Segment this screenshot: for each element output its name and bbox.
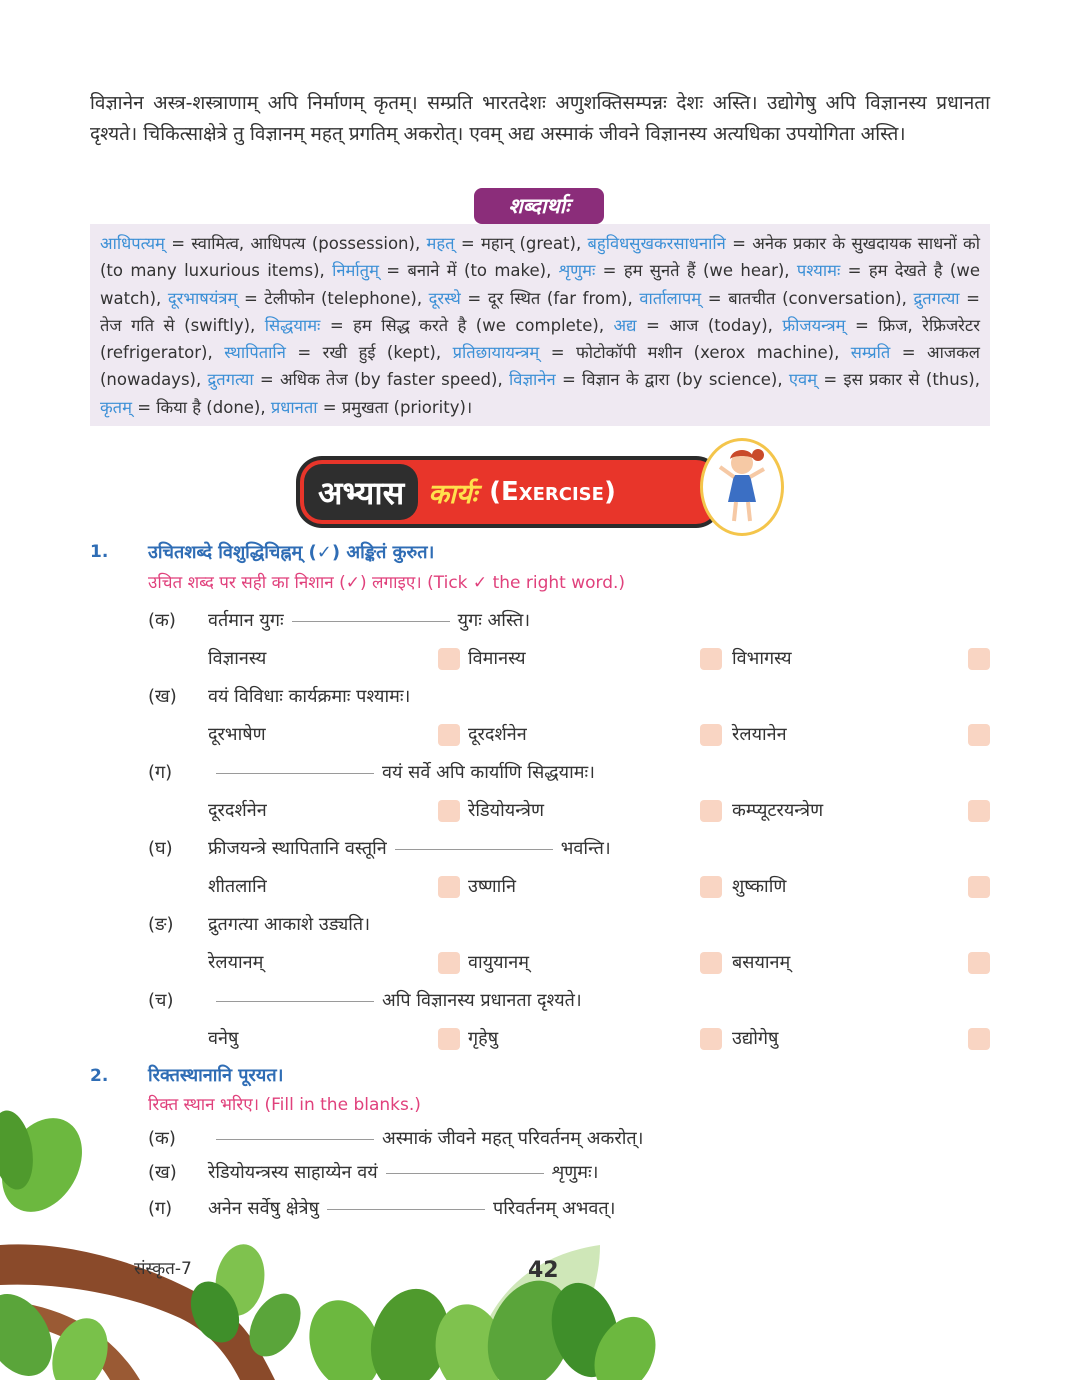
glossary-term: अद्य xyxy=(613,315,637,335)
question-text xyxy=(208,1126,643,1150)
tick-checkbox[interactable] xyxy=(438,648,460,670)
option-label: कम्प्यूटरयन्त्रेण xyxy=(732,800,824,821)
question-pre: फ्रीजयन्त्रे स्थापितानि वस्तूनि xyxy=(208,838,387,859)
girl-illustration xyxy=(700,438,784,536)
tick-checkbox[interactable] xyxy=(438,724,460,746)
glossary-term: प्रतिछायायन्त्रम् xyxy=(452,343,540,363)
glossary-meaning: = इस प्रकार से (thus), xyxy=(817,370,980,390)
glossary-term: सम्प्रति xyxy=(850,343,891,363)
question-post: वयं सर्वे अपि कार्याणि सिद्धयामः। xyxy=(382,762,595,783)
glossary-term: विज्ञानेन xyxy=(509,370,556,390)
option-label: शीतलानि xyxy=(208,876,267,897)
question-label: (ग) xyxy=(148,1198,173,1219)
q1-question xyxy=(148,606,1008,636)
tick-checkbox[interactable] xyxy=(700,648,722,670)
tick-checkbox[interactable] xyxy=(968,876,990,898)
glossary-term: शृणुमः xyxy=(558,261,596,281)
tick-checkbox[interactable] xyxy=(700,952,722,974)
fill-blank[interactable] xyxy=(216,772,374,774)
glossary-term: बहुविधसुखकरसाधनानि xyxy=(587,234,726,253)
shabdarth-title: शब्दार्थाः xyxy=(508,194,570,218)
q1-options xyxy=(148,948,1008,978)
option-label: रेलयानेन xyxy=(732,724,787,745)
question-label: (क) xyxy=(148,1128,176,1149)
glossary-meaning: = हम देखते है (we watch), xyxy=(100,261,980,308)
q1-subtitle: उचित शब्द पर सही का निशान (✓) लगाइए। (Tick ✓ the right word.) xyxy=(148,573,626,593)
question-label: (क) xyxy=(148,610,176,631)
option-label: विमानस्य xyxy=(468,648,526,669)
question-text xyxy=(208,1196,616,1220)
question-post: भवन्ति। xyxy=(560,838,611,859)
glossary-term: कृतम् xyxy=(100,397,132,417)
tick-checkbox[interactable] xyxy=(700,1028,722,1050)
tick-checkbox[interactable] xyxy=(700,876,722,898)
question-post: अपि विज्ञानस्य प्रधानता दृश्यते। xyxy=(382,990,582,1011)
question-text xyxy=(208,988,582,1012)
option-label: वनेषु xyxy=(208,1028,239,1049)
tick-checkbox[interactable] xyxy=(438,876,460,898)
intro-paragraph: विज्ञानेन अस्त्र-शस्त्राणाम् अपि निर्माणम् कृतम्। सम्प्रति भारतदेशः अणुशक्तिसम्पन्नः देशः अस्ति। उद्योगेषु अपि विज्ञानस्य प्रधानता दृश्यते। चिकित्साक्षेत्रे तु विज्ञानम् महत् प्रगतिम् अकरोत्। एवम् अद्य अस्माकं जीवने विज्ञानस्य अत्यधिका उपयोगिता अस्ति। xyxy=(90,92,990,145)
fill-blank[interactable] xyxy=(395,848,553,850)
question-label: (ख) xyxy=(148,686,177,707)
shabdarth-glossary xyxy=(90,224,990,426)
tick-checkbox[interactable] xyxy=(438,800,460,822)
glossary-term: स्थापितानि xyxy=(224,343,286,363)
option-label: दूरदर्शनेन xyxy=(468,724,527,745)
option-label: वायुयानम् xyxy=(468,952,529,973)
glossary-term: फ्रीजयन्त्रम् xyxy=(782,315,846,335)
question-post: अस्माकं जीवने महत् परिवर्तनम् अकरोत्। xyxy=(382,1128,644,1149)
option-label: दूरभाषेण xyxy=(208,724,266,745)
q1-options xyxy=(148,872,1008,902)
tick-checkbox[interactable] xyxy=(700,800,722,822)
tick-checkbox[interactable] xyxy=(438,952,460,974)
option-label: दूरदर्शनेन xyxy=(208,800,267,821)
question-label: (घ) xyxy=(148,838,173,859)
tick-checkbox[interactable] xyxy=(968,800,990,822)
question-text xyxy=(208,684,410,708)
page-number: 42 xyxy=(528,1258,559,1283)
question-pre: वर्तमान युगः xyxy=(208,610,284,631)
glossary-term: वार्तालापम् xyxy=(639,288,702,308)
fill-blank[interactable] xyxy=(327,1208,485,1210)
q2-subtitle: रिक्त स्थान भरिए। (Fill in the blanks.) xyxy=(148,1095,421,1115)
option-label: बसयानम् xyxy=(732,952,791,973)
glossary-meaning: = रखी हुई (kept), xyxy=(285,343,453,363)
glossary-term: सिद्धयामः xyxy=(264,315,321,335)
glossary-meaning: = तेज गति से (swiftly), xyxy=(100,288,980,335)
q2-question xyxy=(148,1158,1008,1188)
question-pre: अनेन सर्वेषु क्षेत्रेषु xyxy=(208,1198,320,1219)
glossary-meaning: = विज्ञान के द्वारा (by science), xyxy=(555,370,789,390)
q1-question xyxy=(148,910,1008,940)
q1-options xyxy=(148,644,1008,674)
glossary-meaning: = हम सिद्ध करते है (we complete), xyxy=(320,315,614,335)
question-text xyxy=(208,608,530,632)
option-label: विज्ञानस्य xyxy=(208,648,267,669)
q1-options xyxy=(148,796,1008,826)
fill-blank[interactable] xyxy=(386,1172,544,1174)
glossary-term: निर्मातुम् xyxy=(332,261,379,281)
fill-blank[interactable] xyxy=(216,1138,374,1140)
fill-blank[interactable] xyxy=(292,620,450,622)
glossary-meaning: = अनेक प्रकार के सुखदायक साधनों को (to many luxurious items), xyxy=(100,234,980,281)
option-label: उष्णानि xyxy=(468,876,516,897)
question-label: (ग) xyxy=(148,762,173,783)
glossary-meaning: = आजकल (nowadays), xyxy=(100,343,980,390)
glossary-meaning: = फ्रिज, रेफ्रिजरेटर (refrigerator), xyxy=(100,315,980,363)
glossary-meaning: = स्वामित्व, आधिपत्य (possession), xyxy=(164,234,427,253)
q1-question xyxy=(148,758,1008,788)
q1-options xyxy=(148,720,1008,750)
glossary-meaning: = किया है (done), xyxy=(131,397,271,417)
glossary-term: पश्यामः xyxy=(796,261,841,281)
option-label: गृहेषु xyxy=(468,1028,499,1049)
question-pre: वयं विविधाः कार्यक्रमाः पश्यामः। xyxy=(208,686,411,707)
glossary-meaning: = दूर स्थित (far from), xyxy=(460,288,640,308)
q1-options xyxy=(148,1024,1008,1054)
tick-checkbox[interactable] xyxy=(968,724,990,746)
glossary-meaning: = फोटोकॉपी मशीन (xerox machine), xyxy=(539,343,851,363)
question-post: परिवर्तनम् अभवत्। xyxy=(493,1198,616,1219)
option-label: विभागस्य xyxy=(732,648,792,669)
q2-title: रिक्तस्थानानि पूरयत। xyxy=(148,1065,284,1086)
exercise-banner-abhyas: अभ्यास xyxy=(304,464,418,520)
glossary-term: दूरस्थे xyxy=(428,288,461,308)
glossary-term: एवम् xyxy=(788,370,818,390)
question-label: (ख) xyxy=(148,1162,177,1183)
question-text xyxy=(208,760,595,784)
glossary-meaning: = प्रमुखता (priority)। xyxy=(317,397,473,417)
question-pre: रेडियोयन्त्रस्य साहाय्येन वयं xyxy=(208,1162,378,1183)
exercise-banner-english: (Exercise) xyxy=(489,477,616,507)
glossary-meaning: = बातचीत (conversation), xyxy=(701,288,914,308)
question-text xyxy=(208,912,370,936)
question-post: युगः अस्ति। xyxy=(457,610,531,631)
glossary-term: आधिपत्यम् xyxy=(100,234,165,253)
q2-number: 2. xyxy=(90,1066,109,1086)
glossary-term: दूरभाषयंत्रम् xyxy=(167,288,238,308)
q1-question xyxy=(148,834,1008,864)
glossary-term: द्रुतगत्या xyxy=(207,370,254,390)
q1-question xyxy=(148,682,1008,712)
question-post: शृणुमः। xyxy=(551,1162,599,1183)
fill-blank[interactable] xyxy=(216,1000,374,1002)
book-title: संस्कृत-7 xyxy=(134,1259,192,1279)
glossary-term: महत् xyxy=(426,234,455,253)
option-label: उद्योगेषु xyxy=(732,1028,779,1049)
q2-question xyxy=(148,1194,1008,1224)
exercise-banner-karya: कार्यः xyxy=(428,478,478,510)
exercise-banner xyxy=(300,460,718,524)
glossary-meaning: = अधिक तेज (by faster speed), xyxy=(253,370,510,390)
q1-title: उचितशब्दे विशुद्धिचिह्नम् (✓) अङ्कितं कुरुत। xyxy=(148,542,435,563)
option-label: शुष्काणि xyxy=(732,876,787,897)
tick-checkbox[interactable] xyxy=(968,1028,990,1050)
tick-checkbox[interactable] xyxy=(700,724,722,746)
glossary-term: द्रुतगत्या xyxy=(913,288,960,308)
tick-checkbox[interactable] xyxy=(438,1028,460,1050)
glossary-meaning: = बनाने में (to make), xyxy=(378,261,559,281)
q2-question xyxy=(148,1124,1008,1154)
question-pre: द्रुतगत्या आकाशे उड्यति। xyxy=(208,914,371,935)
tick-checkbox[interactable] xyxy=(968,648,990,670)
q1-question xyxy=(148,986,1008,1016)
glossary-meaning: = महान् (great), xyxy=(454,234,588,253)
tick-checkbox[interactable] xyxy=(968,952,990,974)
question-label: (च) xyxy=(148,990,174,1011)
glossary-meaning: = हम सुनते हैं (we hear), xyxy=(595,261,797,281)
glossary-meaning: = टेलीफोन (telephone), xyxy=(237,288,429,308)
q1-number: 1. xyxy=(90,542,109,562)
glossary-meaning: = आज (today), xyxy=(636,315,783,335)
shabdarth-badge xyxy=(474,188,604,224)
question-text xyxy=(208,1160,598,1184)
glossary-term: प्रधानता xyxy=(270,397,318,417)
option-label: रेडियोयन्त्रेण xyxy=(468,800,544,821)
question-text xyxy=(208,836,611,860)
girl-icon xyxy=(712,447,772,527)
question-label: (ङ) xyxy=(148,914,174,935)
option-label: रेलयानम् xyxy=(208,952,264,973)
